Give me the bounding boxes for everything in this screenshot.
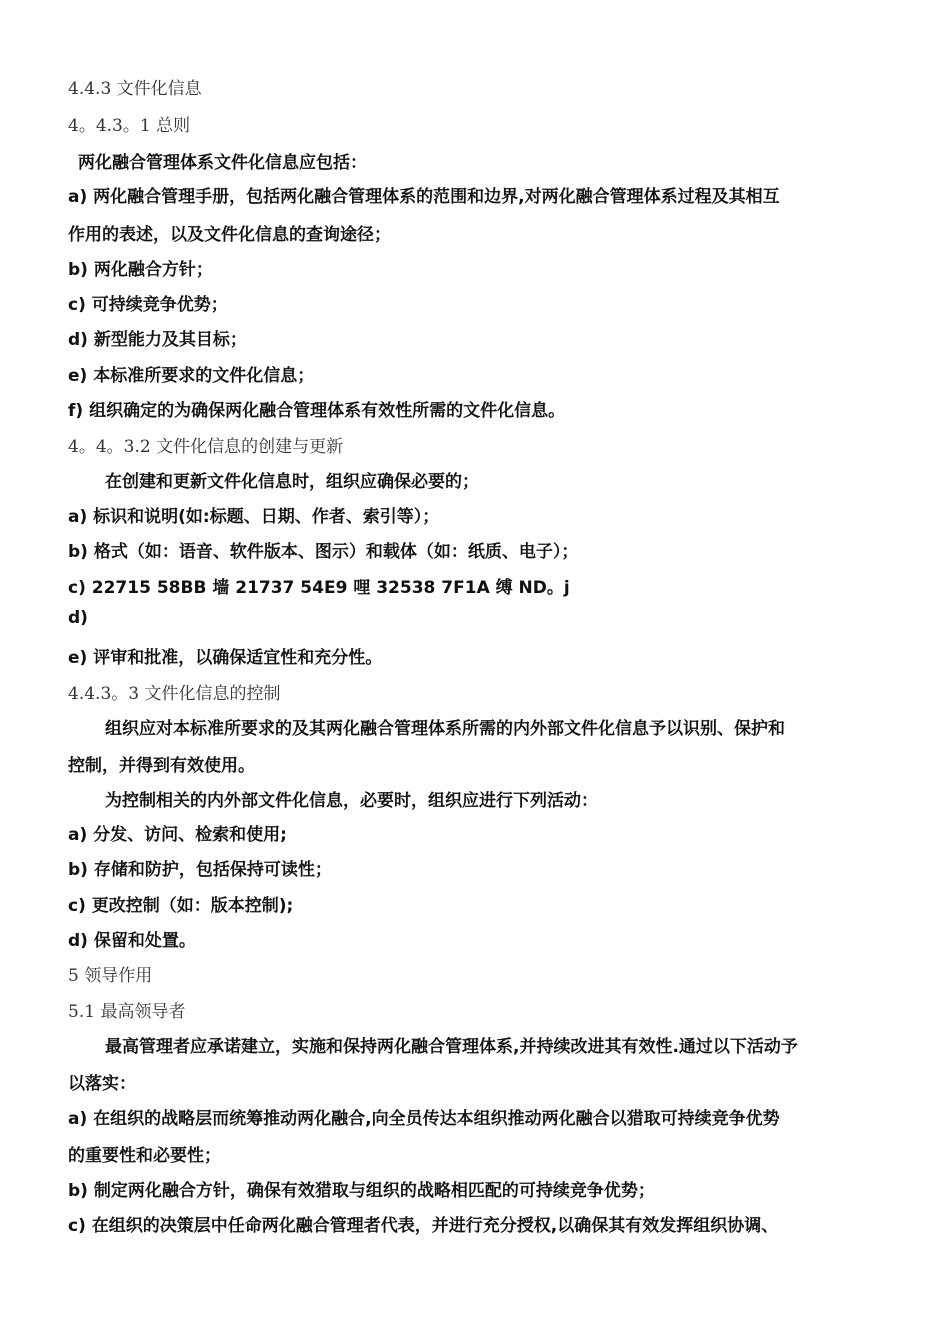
heading-4-4-3-2: 4。4。3.2 文件化信息的创建与更新 (68, 437, 344, 457)
list-item: e) 评审和批准，以确保适宜性和充分性。 (68, 648, 383, 668)
list-item: b) 制定两化融合方针，确保有效猎取与组织的战略相匹配的可持续竞争优势； (68, 1181, 655, 1201)
heading-4-4-3: 4.4.3 文件化信息 (68, 79, 202, 99)
list-item: c) 22715 58BB 墙 21737 54E9 哩 32538 7F1A 缚 ND。j (68, 578, 570, 598)
paragraph: 最高管理者应承诺建立，实施和保持两化融合管理体系,并持续改进其有效性.通过以下活动予 (105, 1037, 798, 1057)
list-item: c) 在组织的决策层中任命两化融合管理者代表，并进行充分授权,以确保其有效发挥组织协调、 (68, 1216, 779, 1236)
paragraph-continuation: 以落实： (68, 1074, 136, 1094)
list-item: b) 存储和防护，包括保持可读性； (68, 860, 332, 880)
paragraph: 为控制相关的内外部文件化信息，必要时，组织应进行下列活动： (105, 791, 598, 811)
list-item: b) 格式（如：语音、软件版本、图示）和载体（如：纸质、电子）； (68, 542, 579, 562)
list-item: d) 保留和处置。 (68, 931, 196, 951)
list-item: d) 新型能力及其目标； (68, 330, 247, 350)
paragraph: 两化融合管理体系文件化信息应包括： (78, 153, 367, 173)
paragraph-continuation: 控制，并得到有效使用。 (68, 756, 255, 776)
heading-5: 5 领导作用 (68, 966, 153, 986)
list-item: e) 本标准所要求的文件化信息； (68, 366, 315, 386)
list-item: a) 两化融合管理手册，包括两化融合管理体系的范围和边界,对两化融合管理体系过程及其相互 (68, 187, 780, 207)
list-item: d) (68, 608, 88, 628)
heading-4-4-3-3: 4.4.3。3 文件化信息的控制 (68, 684, 281, 704)
list-item: c) 可持续竞争优势； (68, 295, 228, 315)
list-item: c) 更改控制（如：版本控制); (68, 896, 294, 916)
list-item-continuation: 作用的表述，以及文件化信息的查询途径； (68, 225, 391, 245)
list-item: b) 两化融合方针； (68, 260, 213, 280)
list-item: a) 标识和说明(如:标题、日期、作者、索引等）； (68, 507, 440, 527)
list-item-continuation: 的重要性和必要性； (68, 1146, 221, 1166)
heading-5-1: 5.1 最高领导者 (68, 1002, 186, 1022)
heading-4-4-3-1: 4。4.3。1 总则 (68, 116, 191, 136)
list-item: a) 分发、访问、检索和使用; (68, 825, 287, 845)
paragraph: 在创建和更新文件化信息时，组织应确保必要的； (105, 472, 479, 492)
list-item: f) 组织确定的为确保两化融合管理体系有效性所需的文件化信息。 (68, 401, 566, 421)
list-item: a) 在组织的战略层而统筹推动两化融合,向全员传达本组织推动两化融合以猎取可持续竞争优势 (68, 1109, 780, 1129)
paragraph: 组织应对本标准所要求的及其两化融合管理体系所需的内外部文件化信息予以识别、保护和 (105, 719, 785, 739)
